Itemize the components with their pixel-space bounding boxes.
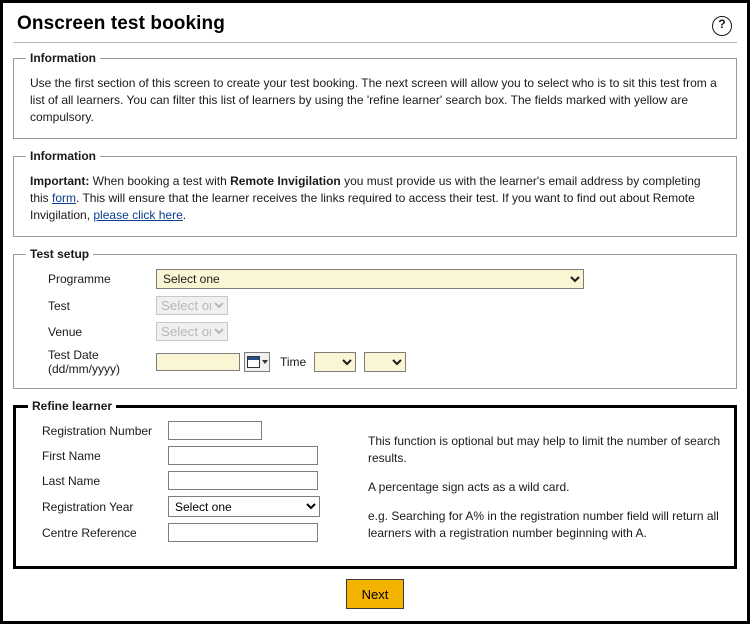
- venue-row: [26, 322, 724, 341]
- refine-learner-help: [358, 421, 722, 554]
- registration-year-row: [28, 496, 358, 517]
- help-icon[interactable]: ?: [712, 16, 732, 36]
- chevron-down-icon: [262, 360, 268, 364]
- footer-actions: [13, 579, 737, 609]
- refine-learner-grid: [28, 421, 722, 554]
- info2-part3: . This will ensure that the learner receives the links required to access their test. If you want to find out about Remote Invigilation,: [30, 191, 695, 222]
- centre-reference-row: [28, 523, 358, 542]
- next-button[interactable]: Next: [346, 579, 404, 609]
- programme-select[interactable]: [156, 269, 584, 289]
- info2-part4: .: [182, 208, 187, 222]
- information-1-text: Use the first section of this screen to create your test booking. The next screen will allow you to select who is to sit this test from a list of all learners. You can filter this list of learners by using the 'refine learner' search box. The fields marked with yellow are compulsory.: [30, 76, 717, 124]
- important-label: Important:: [30, 174, 90, 188]
- test-date-row: [26, 348, 724, 376]
- first-name-label: First Name: [42, 448, 101, 463]
- page-title: Onscreen test booking: [17, 13, 225, 34]
- time-label: Time: [280, 355, 307, 369]
- centre-reference-label: Centre Reference: [42, 525, 137, 540]
- test-label: Test: [48, 298, 71, 313]
- page-content: [3, 3, 747, 609]
- last-name-label: Last Name: [42, 473, 101, 488]
- first-name-input[interactable]: [168, 446, 318, 465]
- programme-label: Programme: [48, 272, 111, 286]
- registration-number-label: Registration Number: [42, 423, 153, 438]
- centre-reference-input[interactable]: [168, 523, 318, 542]
- info2-part1: When booking a test with: [89, 174, 231, 188]
- title-divider: [13, 42, 737, 43]
- refine-learner-fields: [28, 421, 358, 554]
- registration-number-input[interactable]: [168, 421, 262, 440]
- last-name-input[interactable]: [168, 471, 318, 490]
- info2-part2: you must provide us with the learner's email address by completing this: [30, 174, 701, 205]
- calendar-icon: [247, 356, 260, 368]
- refine-learner-legend: Refine learner: [32, 399, 113, 413]
- test-date-label: Test Date (dd/mm/yyyy): [48, 348, 120, 376]
- remote-invigilation-label: Remote Invigilation: [230, 174, 341, 188]
- time-hour-select[interactable]: [314, 352, 356, 372]
- registration-year-select[interactable]: [168, 496, 320, 517]
- test-setup-legend: Test setup: [30, 247, 90, 261]
- registration-number-row: [28, 421, 358, 440]
- programme-row: [26, 269, 724, 289]
- first-name-row: [28, 446, 358, 465]
- page-header: [13, 11, 737, 42]
- refine-help-3: e.g. Searching for A% in the registration number field will return all learners with a registration number beginning with A.: [368, 509, 719, 540]
- remote-invigilation-link[interactable]: please click here: [93, 208, 183, 222]
- registration-year-label: Registration Year: [42, 499, 134, 514]
- information-2-legend: Information: [30, 149, 96, 163]
- refine-help-1: This function is optional but may help to limit the number of search results.: [368, 434, 721, 465]
- test-setup-section: [13, 247, 737, 389]
- calendar-picker-button[interactable]: [244, 352, 270, 372]
- form-link[interactable]: form: [52, 191, 77, 205]
- test-row: [26, 296, 724, 315]
- information-section-1: [13, 51, 737, 139]
- information-section-2: [13, 149, 737, 237]
- test-date-input[interactable]: [156, 353, 240, 371]
- refine-learner-section: [13, 399, 737, 569]
- information-2-text: [30, 173, 720, 224]
- venue-label: Venue: [48, 324, 83, 339]
- last-name-row: [28, 471, 358, 490]
- refine-help-2: A percentage sign acts as a wild card.: [368, 480, 570, 494]
- information-1-legend: Information: [30, 51, 96, 65]
- venue-select[interactable]: [156, 322, 228, 341]
- test-select[interactable]: [156, 296, 228, 315]
- time-minute-select[interactable]: [364, 352, 406, 372]
